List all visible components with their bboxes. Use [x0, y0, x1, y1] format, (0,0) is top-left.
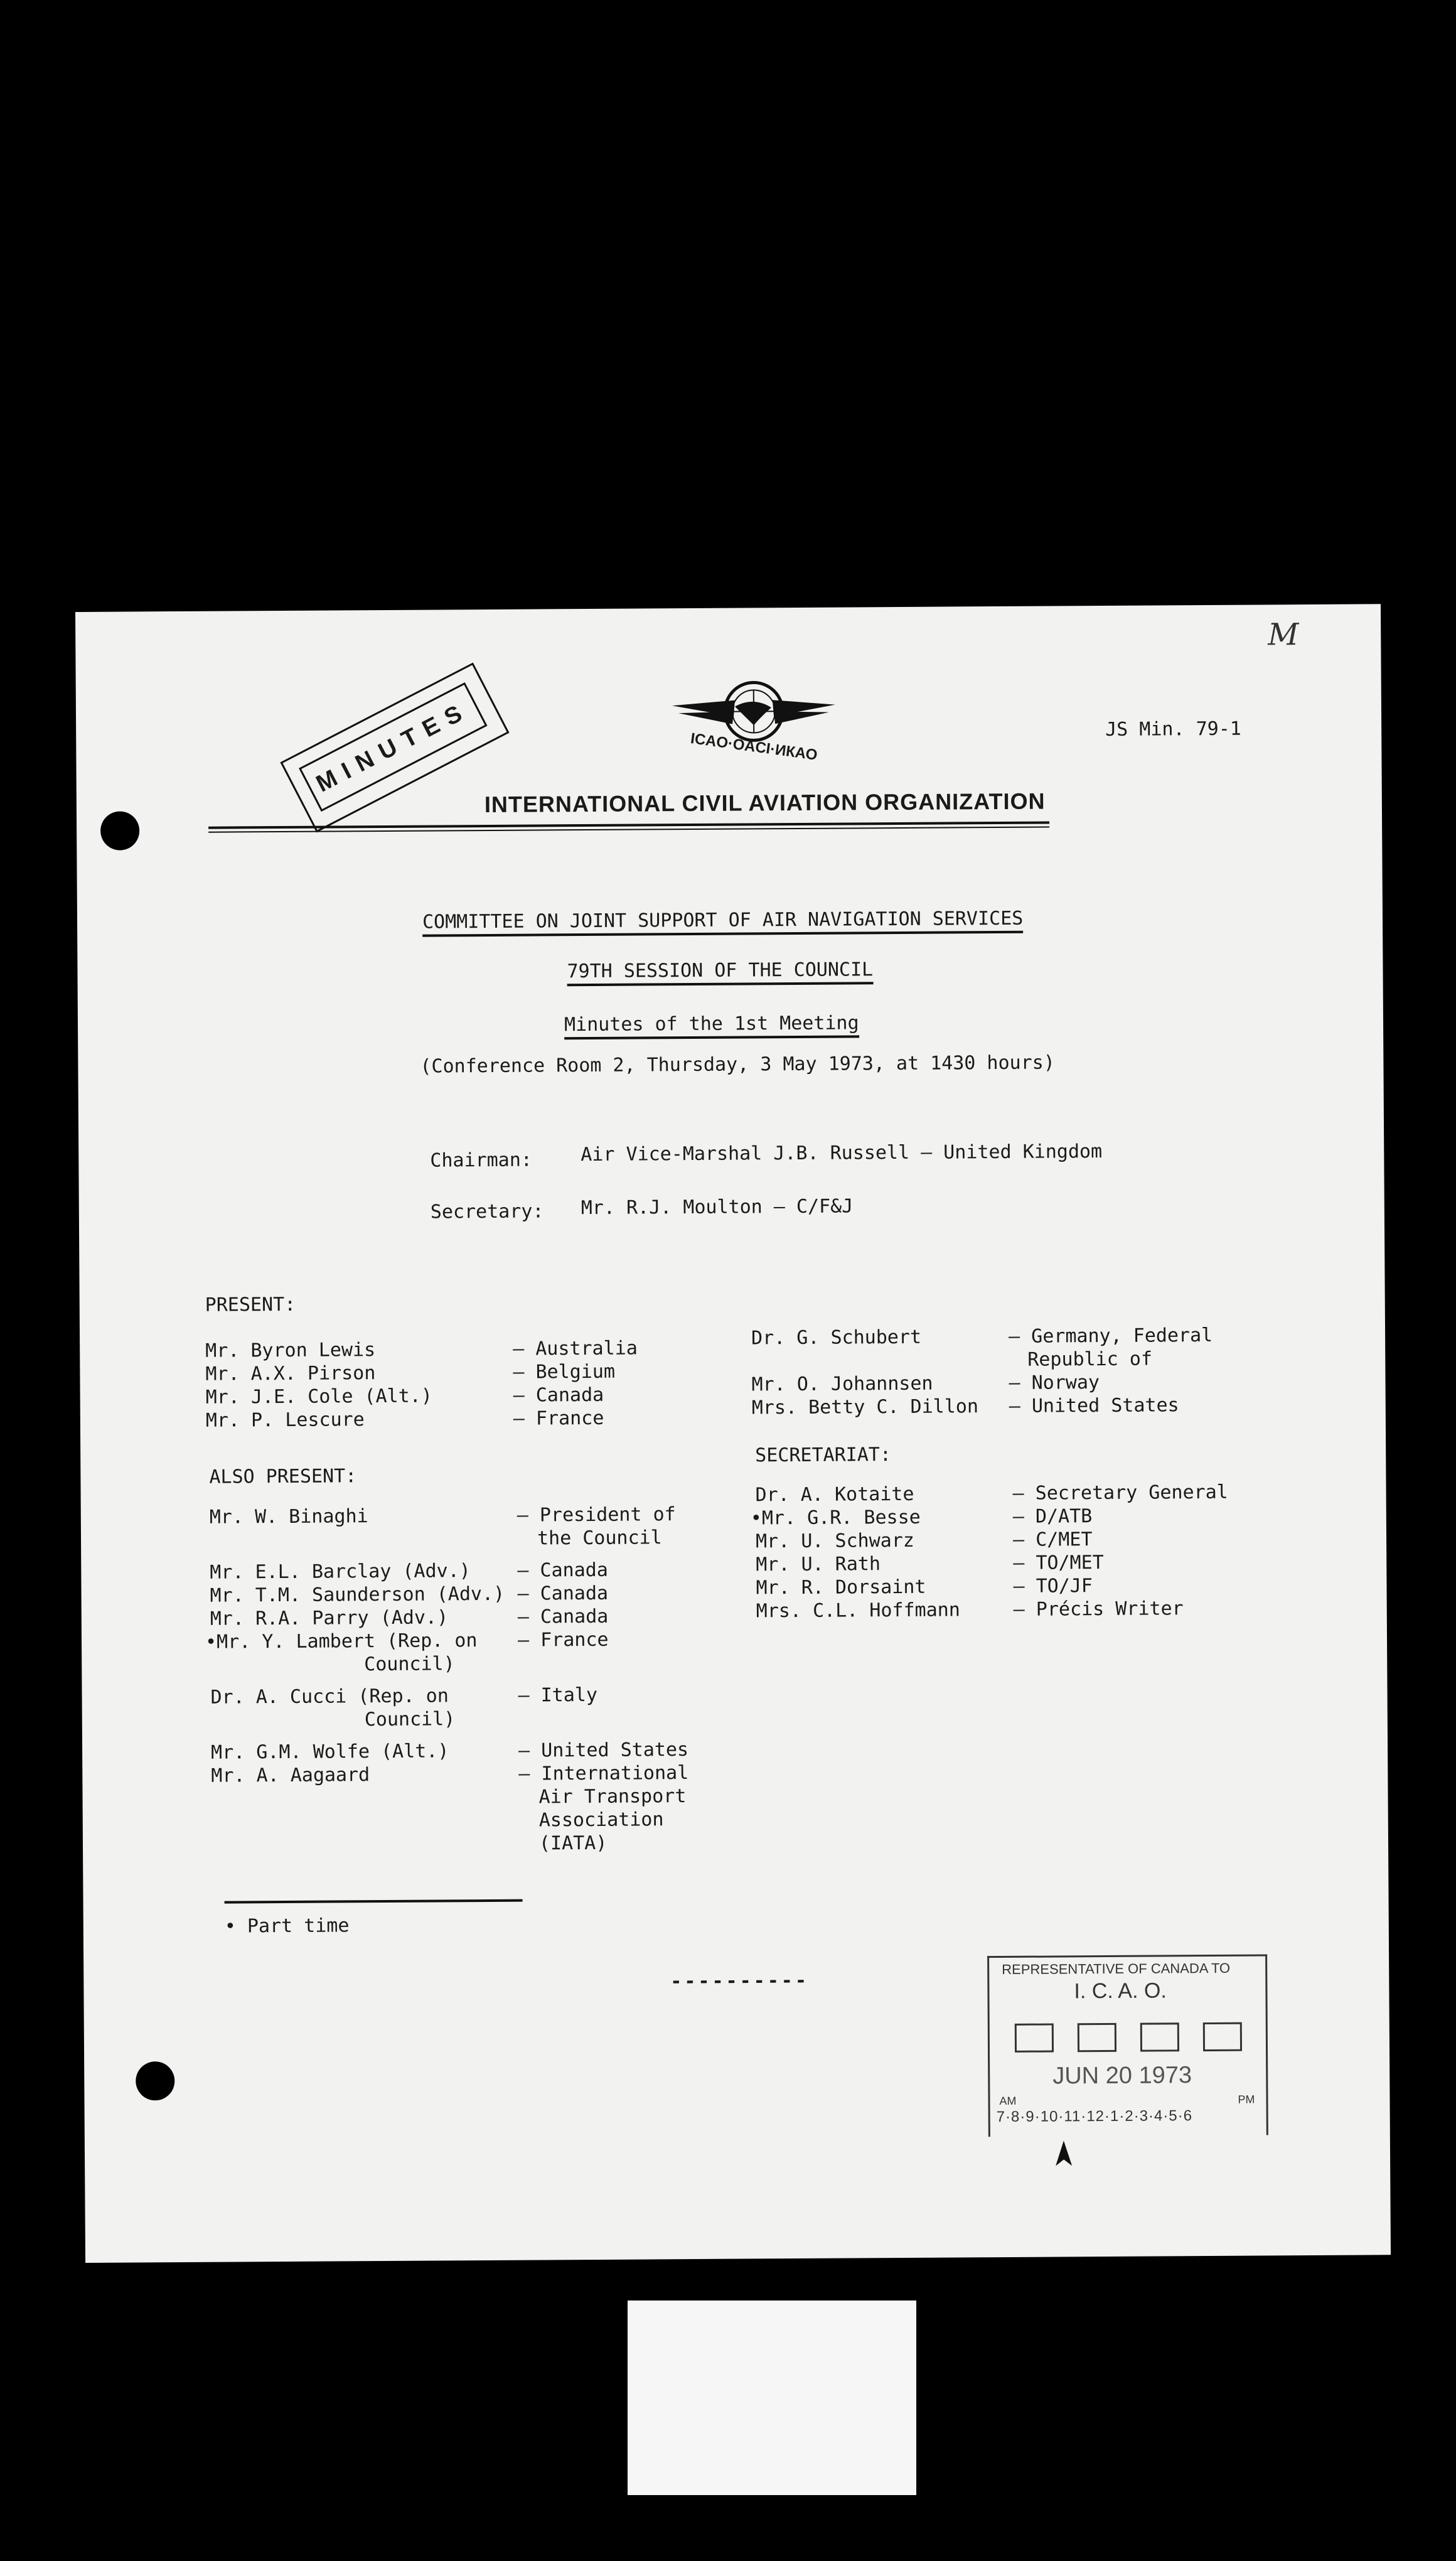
committee-title-text: COMMITTEE ON JOINT SUPPORT OF AIR NAVIGATION SERVICES: [422, 908, 1023, 937]
list-item: [210, 1682, 775, 1709]
attendee-org: (IATA): [538, 1832, 608, 1855]
list-item: [211, 1705, 776, 1732]
chairman-value: Air Vice-Marshal J.B. Russell — United Kingdom: [581, 1141, 1103, 1166]
attendee-name: Dr. A. Kotaite: [755, 1483, 914, 1506]
attendee-org: — Canada: [517, 1582, 609, 1605]
attendee-org: — TO/JF: [1013, 1575, 1093, 1597]
stamp-box: [1015, 2024, 1054, 2053]
attendee-name: Council): [364, 1708, 456, 1731]
blank-slip: [628, 2301, 916, 2495]
secretariat-label: SECRETARIAT:: [755, 1444, 892, 1467]
list-item: [211, 1830, 776, 1857]
list-item: [751, 1346, 1285, 1373]
secretariat-list: [750, 1480, 1321, 1623]
attendee-org: — Belgium: [513, 1360, 616, 1383]
attendee-name: Mrs. Betty C. Dillon: [751, 1395, 979, 1419]
attendee-name: Mr. J.E. Cole (Alt.): [205, 1385, 432, 1409]
attendee-name: Council): [364, 1653, 455, 1676]
attendee-org: — Norway: [1009, 1372, 1100, 1394]
received-stamp: [987, 1954, 1268, 2137]
attendee-org: — C/MET: [1012, 1528, 1093, 1551]
meeting-title-text: Minutes of the 1st Meeting: [564, 1012, 859, 1039]
footnote: • Part time: [224, 1914, 350, 1938]
list-item: [206, 1406, 645, 1432]
list-item: [756, 1596, 1321, 1623]
attendee-org: — Secretary General: [1012, 1481, 1228, 1505]
attendee-org: — Canada: [517, 1605, 609, 1628]
meeting-title: [564, 1012, 859, 1036]
stamp-line-2: I. C. A. O.: [1074, 1978, 1167, 2004]
list-item: [210, 1525, 774, 1552]
attendee-name: Mr. W. Binaghi: [209, 1505, 368, 1528]
attendee-name: •Mr. Y. Lambert (Rep. on: [205, 1629, 478, 1653]
chairman-label: Chairman:: [430, 1149, 533, 1172]
list-item: [210, 1581, 774, 1607]
stamp-pm: PM: [1238, 2093, 1255, 2106]
arrow-icon: [1054, 2140, 1073, 2172]
list-item: [205, 1336, 645, 1362]
footnote-rule: [225, 1899, 523, 1904]
attendee-org: — France: [513, 1407, 604, 1430]
attendee-org: — Australia: [513, 1337, 638, 1360]
attendee-org: Association: [538, 1808, 664, 1832]
attendee-org: — Précis Writer: [1013, 1597, 1184, 1621]
end-mark: ----------: [670, 1969, 810, 1993]
secretary-label: Secretary:: [430, 1200, 544, 1223]
attendee-org: — United States: [518, 1739, 689, 1762]
list-item: [211, 1737, 776, 1764]
attendee-org: the Council: [537, 1527, 662, 1550]
present-label: PRESENT:: [205, 1293, 296, 1316]
list-item: [205, 1627, 775, 1653]
stamp-line-1: REPRESENTATIVE OF CANADA TO: [1002, 1960, 1231, 1978]
present-right-list: [751, 1323, 1285, 1419]
list-item: [756, 1550, 1320, 1576]
attendee-name: Mr. T.M. Saunderson (Adv.): [210, 1582, 505, 1607]
meeting-location: (Conference Room 2, Thursday, 3 May 1973, at 1430 hours): [420, 1051, 1055, 1078]
list-item: [211, 1807, 776, 1834]
list-item: [210, 1650, 775, 1677]
attendee-org: — D/ATB: [1012, 1505, 1093, 1528]
list-item: [210, 1604, 775, 1630]
minutes-stamp-word: MINUTES: [299, 682, 488, 812]
attendee-name: Dr. G. Schubert: [751, 1326, 922, 1350]
attendee-org: — President of: [517, 1503, 676, 1527]
list-item: [756, 1573, 1320, 1599]
attendee-name: Mr. E.L. Barclay (Adv.): [210, 1560, 471, 1584]
stamp-box: [1203, 2022, 1242, 2051]
list-item: [210, 1557, 774, 1584]
list-item: [751, 1323, 1285, 1350]
list-item: [211, 1761, 776, 1787]
attendee-org: — France: [517, 1628, 609, 1651]
list-item: [210, 1502, 774, 1528]
list-item: [752, 1393, 1285, 1419]
attendee-name: Mr. P. Lescure: [205, 1409, 365, 1432]
attendee-org: Air Transport: [538, 1785, 687, 1808]
list-item: [205, 1360, 645, 1385]
list-item: [206, 1383, 645, 1409]
attendee-name: Mr. A.X. Pirson: [205, 1362, 376, 1385]
session-title-text: 79TH SESSION OF THE COUNCIL: [567, 958, 873, 986]
attendee-org: — TO/MET: [1013, 1552, 1104, 1574]
stamp-date: JUN 20 1973: [1052, 2062, 1192, 2090]
list-item: [750, 1503, 1320, 1530]
stamp-am: AM: [999, 2094, 1017, 2108]
attendee-name: Mr. R. Dorsaint: [756, 1576, 926, 1599]
attendee-name: Mrs. C.L. Hoffmann: [756, 1599, 960, 1623]
attendee-org: — Italy: [518, 1683, 598, 1707]
attendee-org: Republic of: [1027, 1348, 1153, 1371]
list-item: [756, 1527, 1320, 1553]
attendee-name: Mr. A. Aagaard: [211, 1764, 370, 1787]
emblem-text: ICAO·OACI·ИКАО: [689, 729, 819, 764]
also-present-list: [205, 1502, 776, 1857]
attendee-org: — Germany, Federal: [1008, 1324, 1213, 1348]
attendee-name: Mr. R.A. Parry (Adv.): [210, 1606, 449, 1630]
attendee-org: — International: [518, 1762, 689, 1785]
attendee-org: — Canada: [513, 1383, 604, 1407]
attendee-name: Dr. A. Cucci (Rep. on: [210, 1685, 449, 1709]
list-item: [211, 1784, 776, 1810]
secretary-value: Mr. R.J. Moulton — C/F&J: [581, 1195, 854, 1220]
committee-title: [422, 908, 1023, 933]
stamp-box: [1078, 2023, 1116, 2052]
attendee-name: Mr. O. Johannsen: [751, 1372, 933, 1396]
attendee-name: Mr. Byron Lewis: [205, 1339, 376, 1362]
punch-hole-top: [100, 811, 139, 850]
present-left-list: [205, 1336, 645, 1432]
attendee-name: •Mr. G.R. Besse: [750, 1506, 921, 1530]
handwritten-mark: M: [1268, 617, 1299, 653]
list-item: [756, 1480, 1320, 1506]
attendee-name: Mr. U. Rath: [756, 1553, 881, 1576]
stamp-hours: 7·8·9·10·11·12·1·2·3·4·5·6: [996, 2107, 1193, 2126]
punch-hole-bottom: [136, 2061, 174, 2100]
attendee-name: Mr. U. Schwarz: [755, 1529, 915, 1553]
attendee-org: — United States: [1009, 1394, 1179, 1417]
organization-name: INTERNATIONAL CIVIL AVIATION ORGANIZATION: [484, 788, 1046, 818]
document-page: [75, 604, 1391, 2263]
attendee-name: Mr. G.M. Wolfe (Alt.): [210, 1740, 449, 1764]
session-title: [567, 958, 873, 982]
list-item: [751, 1370, 1285, 1396]
also-present-label: ALSO PRESENT:: [209, 1465, 357, 1488]
document-reference: JS Min. 79-1: [1105, 717, 1242, 741]
attendee-org: — Canada: [517, 1559, 608, 1582]
stamp-box: [1140, 2022, 1179, 2051]
